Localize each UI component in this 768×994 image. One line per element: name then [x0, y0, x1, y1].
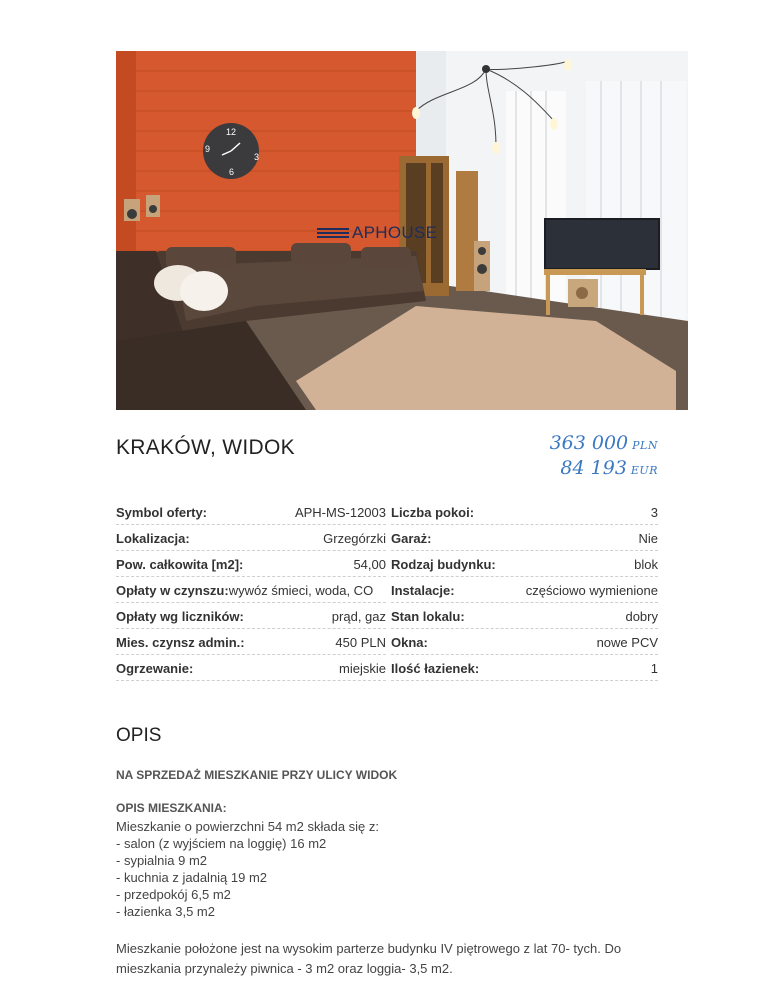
listing-photo — [116, 51, 688, 410]
detail-rooms — [391, 500, 658, 525]
detail-label: Opłaty wg liczników: — [116, 608, 244, 624]
description-heading: OPIS — [116, 725, 162, 746]
details-row — [116, 656, 658, 682]
details-row — [116, 526, 658, 552]
price-block — [550, 432, 658, 482]
list-item: - przedpokój 6,5 m2 — [116, 887, 231, 902]
detail-building-type — [391, 552, 658, 577]
detail-rent-includes — [116, 578, 386, 603]
detail-location — [116, 526, 386, 551]
logo-text: APHOUSE — [352, 223, 438, 242]
detail-symbol — [116, 500, 386, 525]
list-item: - salon (z wyjściem na loggię) 16 m2 — [116, 836, 327, 851]
details-row — [116, 604, 658, 630]
clock-number-6: 6 — [229, 167, 235, 177]
room-list — [116, 818, 379, 920]
list-item: - łazienka 3,5 m2 — [116, 904, 215, 919]
detail-metered-fees — [116, 604, 386, 629]
price-pln-amount: 363 000 — [549, 432, 629, 454]
listing-title: KRAKÓW, WIDOK — [116, 436, 295, 459]
detail-value: nowe PCV — [596, 634, 658, 650]
price-eur-currency: EUR — [630, 464, 658, 477]
detail-label: Okna: — [391, 634, 428, 650]
detail-value: dobry — [625, 608, 658, 624]
detail-windows — [391, 630, 658, 655]
detail-admin-rent — [116, 630, 386, 655]
detail-value: APH-MS-12003 — [294, 504, 386, 520]
logo-bars-icon — [317, 228, 349, 238]
detail-value: blok — [634, 556, 658, 572]
room-list-intro: Mieszkanie o powierzchni 54 m2 składa się z: — [116, 819, 380, 834]
details-row — [116, 552, 658, 578]
detail-value: 1 — [650, 660, 658, 676]
detail-label: Instalacje: — [391, 582, 455, 598]
detail-label: Mies. czynsz admin.: — [116, 634, 245, 650]
detail-value: prąd, gaz — [331, 608, 386, 624]
detail-label: Ogrzewanie: — [116, 660, 194, 676]
price-eur-amount: 84 193 — [560, 457, 627, 479]
detail-value: Grzegórzki — [323, 530, 386, 546]
clock-number-3: 3 — [254, 152, 260, 162]
aphouse-watermark — [317, 223, 437, 243]
detail-area — [116, 552, 386, 577]
detail-installations — [391, 578, 658, 603]
details-row — [116, 500, 658, 526]
price-pln-currency: PLN — [632, 439, 658, 452]
details-row — [116, 630, 658, 656]
detail-label: Garaż: — [391, 530, 432, 546]
detail-heating — [116, 656, 386, 681]
detail-label: Rodzaj budynku: — [391, 556, 496, 572]
detail-label: Symbol oferty: — [116, 504, 208, 520]
details-row — [116, 578, 658, 604]
detail-value: Nie — [638, 530, 658, 546]
detail-value: 450 PLN — [335, 634, 386, 650]
clock-number-9: 9 — [205, 144, 211, 154]
detail-value: 54,00 — [353, 556, 386, 572]
detail-value: 3 — [650, 504, 658, 520]
detail-condition — [391, 604, 658, 629]
detail-bathrooms — [391, 656, 658, 681]
description-subheading: NA SPRZEDAŻ MIESZKANIE PRZY ULICY WIDOK — [116, 768, 398, 782]
detail-label: Liczba pokoi: — [391, 504, 475, 520]
detail-garage — [391, 526, 658, 551]
details-table — [116, 500, 658, 682]
detail-value: częściowo wymienione — [525, 582, 658, 598]
detail-label: Pow. całkowita [m2]: — [116, 556, 244, 572]
list-item: - kuchnia z jadalnią 19 m2 — [116, 870, 268, 885]
apartment-section-title: OPIS MIESZKANIA: — [116, 801, 227, 815]
detail-label: Opłaty w czynszu: — [116, 582, 229, 598]
price-pln — [550, 432, 658, 457]
clock-number-12: 12 — [226, 127, 237, 137]
detail-label: Stan lokalu: — [391, 608, 465, 624]
detail-label: Lokalizacja: — [116, 530, 190, 546]
detail-value: wywóz śmieci, woda, CO — [228, 582, 374, 598]
price-eur — [550, 457, 658, 482]
description-paragraph: Mieszkanie położone jest na wysokim parterze budynku IV piętrowego z lat 70- tych. Do mieszkania przynależy piwnica - 3 m2 oraz loggia- 3,5 m2. — [116, 941, 622, 976]
detail-label: Ilość łazienek: — [391, 660, 480, 676]
list-item: - sypialnia 9 m2 — [116, 853, 208, 868]
detail-value: miejskie — [339, 660, 386, 676]
